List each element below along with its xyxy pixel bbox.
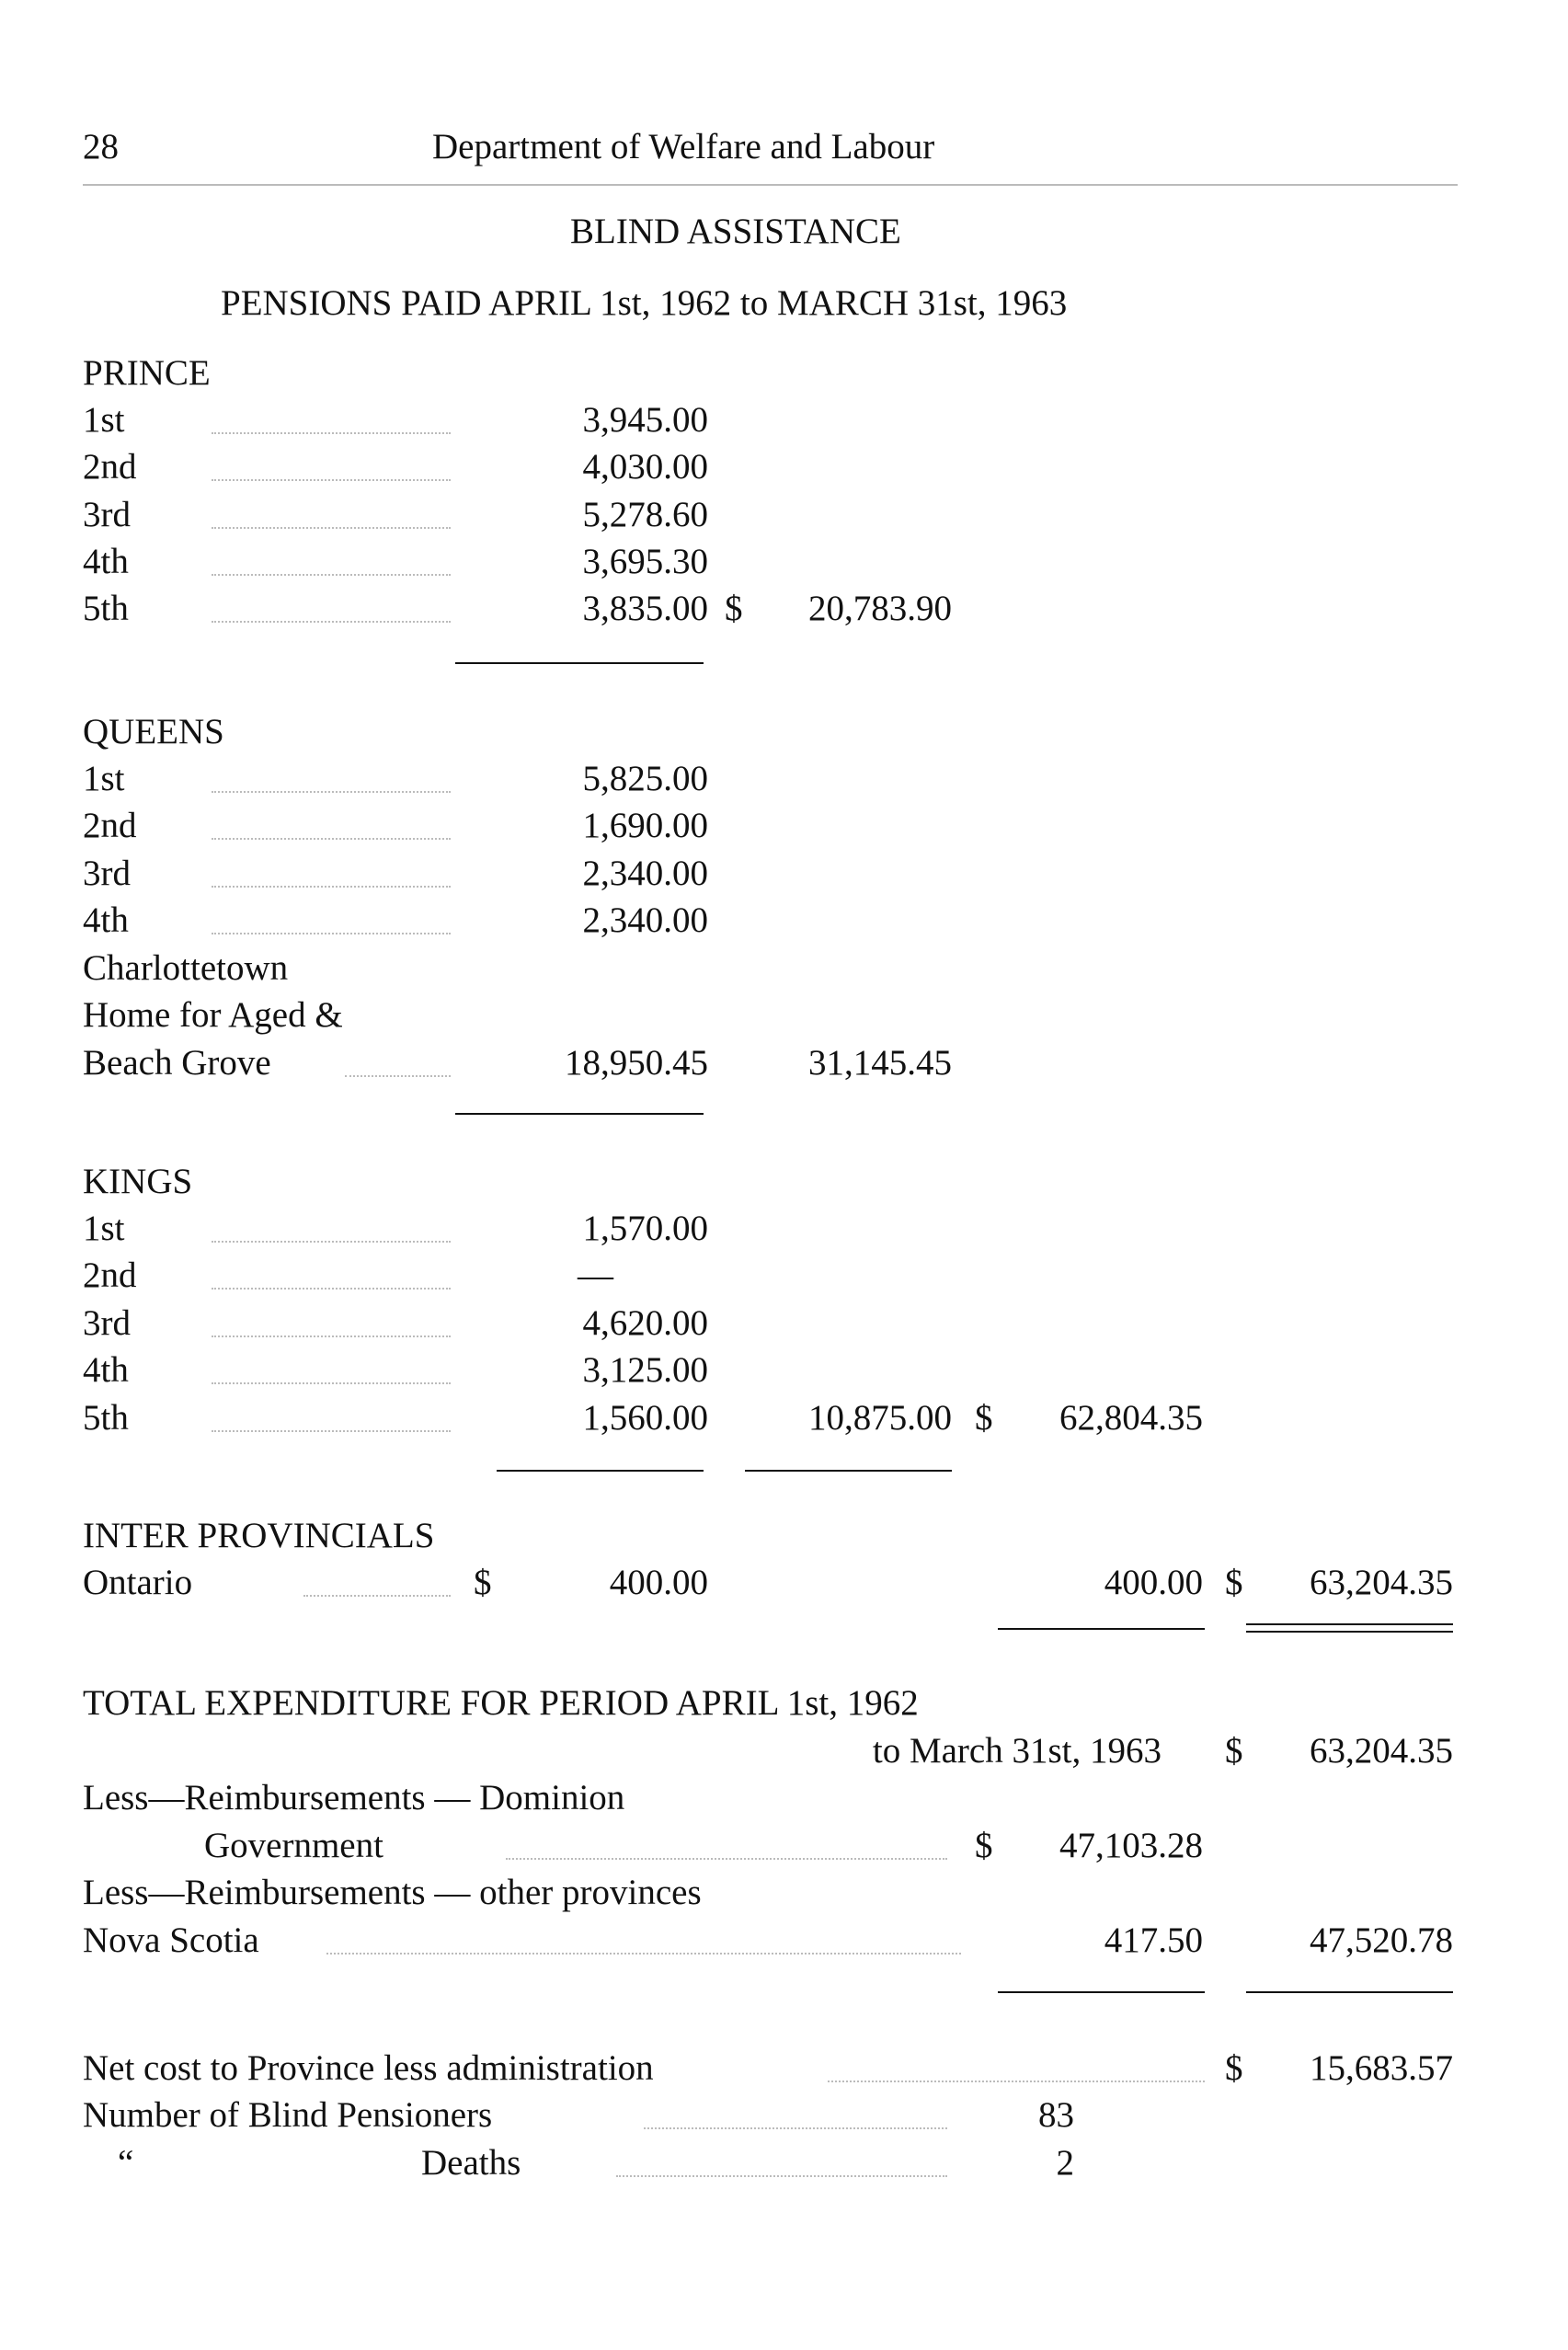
dollar-sign: $ xyxy=(1225,1731,1243,1771)
dollar-sign: $ xyxy=(1225,1563,1243,1602)
inter-amount: 400.00 xyxy=(609,1563,708,1602)
page-header-title: Department of Welfare and Labour xyxy=(432,127,935,166)
subtotal-rule xyxy=(998,1991,1205,1993)
queens-row-amount: 1,690.00 xyxy=(582,806,708,845)
prince-row-amount: 3,945.00 xyxy=(582,400,708,440)
subtotal-rule xyxy=(455,662,704,664)
less-provinces-label: Nova Scotia xyxy=(83,1920,259,1960)
subtotal-rule xyxy=(998,1628,1205,1630)
leader-dots xyxy=(345,1075,451,1077)
queens-title: QUEENS xyxy=(83,712,224,751)
section-subheading: PENSIONS PAID APRIL 1st, 1962 to MARCH 31st, 1963 xyxy=(221,283,1068,323)
less-total: 47,520.78 xyxy=(1310,1920,1453,1960)
prince-total: 20,783.90 xyxy=(808,589,952,628)
leader-dots xyxy=(212,1288,451,1290)
queens-row-label: 1st xyxy=(83,759,125,798)
queens-row-label: 2nd xyxy=(83,806,137,845)
dollar-sign: $ xyxy=(975,1826,993,1865)
prince-row-amount: 4,030.00 xyxy=(582,447,708,487)
queens-row-amount: 2,340.00 xyxy=(582,900,708,940)
less-dominion-label: Less—Reimbursements — Dominion xyxy=(83,1778,625,1817)
queens-extra-label: Beach Grove xyxy=(83,1043,271,1083)
pensioners-label: Number of Blind Pensioners xyxy=(83,2095,493,2135)
leader-dots xyxy=(303,1595,451,1597)
prince-row-amount: 3,835.00 xyxy=(582,589,708,628)
less-dominion-amount: 47,103.28 xyxy=(1059,1826,1203,1865)
queens-row-label: 3rd xyxy=(83,854,131,893)
kings-row-label: 4th xyxy=(83,1350,129,1390)
queens-extra-label: Charlottetown xyxy=(83,948,289,988)
kings-row-amount: — xyxy=(578,1255,613,1295)
prince-row-amount: 5,278.60 xyxy=(582,495,708,534)
section-heading: BLIND ASSISTANCE xyxy=(570,212,901,251)
net-cost-label: Net cost to Province less administration xyxy=(83,2048,654,2088)
queens-row-amount: 2,340.00 xyxy=(582,854,708,893)
prince-row-label: 4th xyxy=(83,542,129,581)
queens-extra-amount: 18,950.45 xyxy=(565,1043,708,1083)
kings-row-amount: 1,570.00 xyxy=(582,1209,708,1248)
header-rule xyxy=(83,184,1458,186)
leader-dots xyxy=(212,886,451,888)
prince-row-label: 1st xyxy=(83,400,125,440)
leader-dots xyxy=(212,479,451,481)
leader-dots xyxy=(212,527,451,529)
summary-line: to March 31st, 1963 xyxy=(872,1731,1162,1771)
subtotal-rule xyxy=(455,1113,704,1115)
prince-row-label: 3rd xyxy=(83,495,131,534)
queens-row-amount: 5,825.00 xyxy=(582,759,708,798)
ditto-mark: “ xyxy=(118,2143,134,2183)
leader-dots xyxy=(212,933,451,934)
kings-row-label: 1st xyxy=(83,1209,125,1248)
leader-dots xyxy=(212,1241,451,1243)
leader-dots xyxy=(212,1382,451,1384)
dollar-sign: $ xyxy=(725,589,743,628)
dollar-sign: $ xyxy=(474,1563,492,1602)
kings-row-amount: 4,620.00 xyxy=(582,1303,708,1343)
kings-row-label: 5th xyxy=(83,1398,129,1438)
net-cost-amount: 15,683.57 xyxy=(1310,2048,1453,2088)
deaths-value: 2 xyxy=(1056,2143,1074,2183)
prince-row-label: 2nd xyxy=(83,447,137,487)
less-provinces-label: Less—Reimbursements — other provinces xyxy=(83,1873,702,1912)
less-dominion-label: Government xyxy=(204,1826,383,1865)
dollar-sign: $ xyxy=(975,1398,993,1438)
queens-extra-label: Home for Aged & xyxy=(83,995,343,1035)
kings-row-label: 3rd xyxy=(83,1303,131,1343)
subtotal-rule xyxy=(1246,1991,1453,1993)
leader-dots xyxy=(644,2127,947,2129)
leader-dots xyxy=(212,1335,451,1337)
leader-dots xyxy=(506,1858,947,1860)
kings-grand-total: 62,804.35 xyxy=(1059,1398,1203,1438)
inter-row-label: Ontario xyxy=(83,1563,193,1602)
inter-total: 400.00 xyxy=(1104,1563,1203,1602)
kings-total: 10,875.00 xyxy=(808,1398,952,1438)
leader-dots xyxy=(326,1953,961,1955)
leader-dots xyxy=(212,838,451,840)
dollar-sign: $ xyxy=(1225,2048,1243,2088)
summary-total: 63,204.35 xyxy=(1310,1731,1453,1771)
leader-dots xyxy=(212,432,451,434)
leader-dots xyxy=(212,574,451,576)
inter-title: INTER PROVINCIALS xyxy=(83,1516,435,1555)
queens-row-label: 4th xyxy=(83,900,129,940)
summary-line: TOTAL EXPENDITURE FOR PERIOD APRIL 1st, 1962 xyxy=(83,1683,919,1723)
prince-title: PRINCE xyxy=(83,353,211,393)
deaths-label: Deaths xyxy=(421,2143,521,2183)
page-number: 28 xyxy=(83,127,119,166)
subtotal-rule xyxy=(497,1470,704,1472)
prince-row-amount: 3,695.30 xyxy=(582,542,708,581)
kings-row-label: 2nd xyxy=(83,1255,137,1295)
kings-row-amount: 1,560.00 xyxy=(582,1398,708,1438)
prince-row-label: 5th xyxy=(83,589,129,628)
inter-grand-total: 63,204.35 xyxy=(1310,1563,1453,1602)
less-provinces-amount: 417.50 xyxy=(1104,1920,1203,1960)
leader-dots xyxy=(828,2081,1205,2082)
leader-dots xyxy=(212,791,451,793)
leader-dots xyxy=(616,2175,947,2177)
kings-title: KINGS xyxy=(83,1162,193,1201)
pensioners-value: 83 xyxy=(1038,2095,1074,2135)
leader-dots xyxy=(212,621,451,623)
leader-dots xyxy=(212,1430,451,1432)
kings-row-amount: 3,125.00 xyxy=(582,1350,708,1390)
queens-total: 31,145.45 xyxy=(808,1043,952,1083)
subtotal-rule xyxy=(745,1470,952,1472)
grand-total-double-rule xyxy=(1246,1623,1453,1633)
